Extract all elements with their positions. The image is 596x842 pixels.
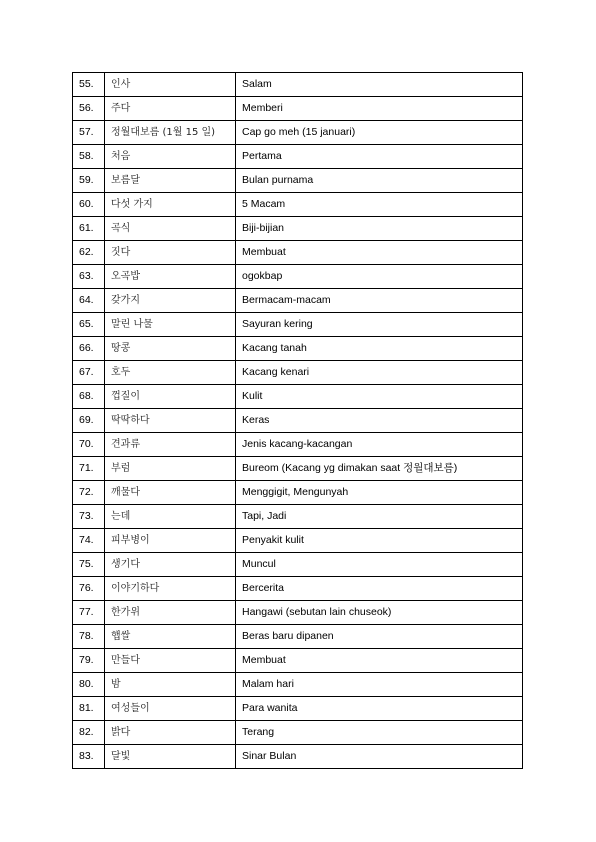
indonesian-meaning-cell: Bercerita [236,577,523,601]
indonesian-meaning-cell: Biji-bijian [236,217,523,241]
indonesian-meaning-cell: Menggigit, Mengunyah [236,481,523,505]
row-number-cell: 81. [73,697,105,721]
table-row [73,409,523,433]
row-number-cell: 61. [73,217,105,241]
table-row [73,217,523,241]
table-row [73,337,523,361]
row-number-cell: 55. [73,73,105,97]
indonesian-meaning-cell: Salam [236,73,523,97]
table-row [73,385,523,409]
indonesian-meaning-cell: Muncul [236,553,523,577]
korean-word-cell: 는데 [105,505,236,529]
korean-word-cell: 주다 [105,97,236,121]
indonesian-meaning-cell: Sinar Bulan [236,745,523,769]
indonesian-meaning-cell: Cap go meh (15 januari) [236,121,523,145]
vocabulary-table [72,72,523,769]
korean-word-cell: 껍질이 [105,385,236,409]
row-number-cell: 57. [73,121,105,145]
korean-word-cell: 만들다 [105,649,236,673]
indonesian-meaning-cell: Kacang kenari [236,361,523,385]
table-row [73,433,523,457]
table-row [73,481,523,505]
table-row [73,577,523,601]
row-number-cell: 58. [73,145,105,169]
korean-word-cell: 밤 [105,673,236,697]
row-number-cell: 70. [73,433,105,457]
indonesian-meaning-cell: Bureom (Kacang yg dimakan saat 정월대보름) [236,457,523,481]
row-number-cell: 79. [73,649,105,673]
row-number-cell: 67. [73,361,105,385]
korean-word-cell: 곡식 [105,217,236,241]
table-row [73,601,523,625]
table-row [73,145,523,169]
korean-word-cell: 한가위 [105,601,236,625]
table-row [73,625,523,649]
indonesian-meaning-cell: Kacang tanah [236,337,523,361]
table-row [73,313,523,337]
table-row [73,721,523,745]
indonesian-meaning-cell: Beras baru dipanen [236,625,523,649]
indonesian-meaning-cell: Bermacam-macam [236,289,523,313]
row-number-cell: 65. [73,313,105,337]
row-number-cell: 59. [73,169,105,193]
table-row [73,265,523,289]
korean-word-cell: 짓다 [105,241,236,265]
korean-word-cell: 호두 [105,361,236,385]
korean-word-cell: 처음 [105,145,236,169]
korean-word-cell: 보름달 [105,169,236,193]
korean-word-cell: 피부병이 [105,529,236,553]
row-number-cell: 62. [73,241,105,265]
indonesian-meaning-cell: Pertama [236,145,523,169]
indonesian-meaning-cell: Keras [236,409,523,433]
table-row [73,745,523,769]
indonesian-meaning-cell: Penyakit kulit [236,529,523,553]
row-number-cell: 71. [73,457,105,481]
indonesian-meaning-cell: Jenis kacang-kacangan [236,433,523,457]
indonesian-meaning-cell: Sayuran kering [236,313,523,337]
korean-word-cell: 정월대보름 (1월 15 일) [105,121,236,145]
indonesian-meaning-cell: 5 Macam [236,193,523,217]
table-row [73,97,523,121]
korean-word-cell: 달빛 [105,745,236,769]
korean-word-cell: 여성들이 [105,697,236,721]
korean-word-cell: 갖가지 [105,289,236,313]
indonesian-meaning-cell: Tapi, Jadi [236,505,523,529]
row-number-cell: 68. [73,385,105,409]
row-number-cell: 64. [73,289,105,313]
indonesian-meaning-cell: Bulan purnama [236,169,523,193]
korean-word-cell: 땅콩 [105,337,236,361]
row-number-cell: 72. [73,481,105,505]
table-row [73,169,523,193]
indonesian-meaning-cell: Hangawi (sebutan lain chuseok) [236,601,523,625]
korean-word-cell: 말린 나물 [105,313,236,337]
korean-word-cell: 햅쌀 [105,625,236,649]
korean-word-cell: 견과류 [105,433,236,457]
korean-word-cell: 이야기하다 [105,577,236,601]
vocabulary-table-body [73,73,523,769]
indonesian-meaning-cell: Para wanita [236,697,523,721]
row-number-cell: 73. [73,505,105,529]
korean-word-cell: 부럼 [105,457,236,481]
korean-word-cell: 인사 [105,73,236,97]
korean-word-cell: 깨물다 [105,481,236,505]
table-row [73,529,523,553]
indonesian-meaning-cell: Membuat [236,241,523,265]
row-number-cell: 83. [73,745,105,769]
row-number-cell: 78. [73,625,105,649]
table-row [73,241,523,265]
korean-word-cell: 오곡밥 [105,265,236,289]
row-number-cell: 66. [73,337,105,361]
indonesian-meaning-cell: Kulit [236,385,523,409]
korean-word-cell: 다섯 가지 [105,193,236,217]
table-row [73,193,523,217]
table-row [73,289,523,313]
row-number-cell: 82. [73,721,105,745]
indonesian-meaning-cell: ogokbap [236,265,523,289]
table-row [73,73,523,97]
table-row [73,121,523,145]
table-row [73,649,523,673]
row-number-cell: 63. [73,265,105,289]
row-number-cell: 76. [73,577,105,601]
table-row [73,361,523,385]
table-row [73,505,523,529]
row-number-cell: 75. [73,553,105,577]
row-number-cell: 77. [73,601,105,625]
row-number-cell: 69. [73,409,105,433]
row-number-cell: 56. [73,97,105,121]
table-row [73,553,523,577]
indonesian-meaning-cell: Membuat [236,649,523,673]
korean-word-cell: 딱딱하다 [105,409,236,433]
table-row [73,457,523,481]
table-row [73,673,523,697]
indonesian-meaning-cell: Memberi [236,97,523,121]
korean-word-cell: 밝다 [105,721,236,745]
indonesian-meaning-cell: Malam hari [236,673,523,697]
korean-word-cell: 생기다 [105,553,236,577]
row-number-cell: 60. [73,193,105,217]
table-row [73,697,523,721]
row-number-cell: 80. [73,673,105,697]
row-number-cell: 74. [73,529,105,553]
indonesian-meaning-cell: Terang [236,721,523,745]
